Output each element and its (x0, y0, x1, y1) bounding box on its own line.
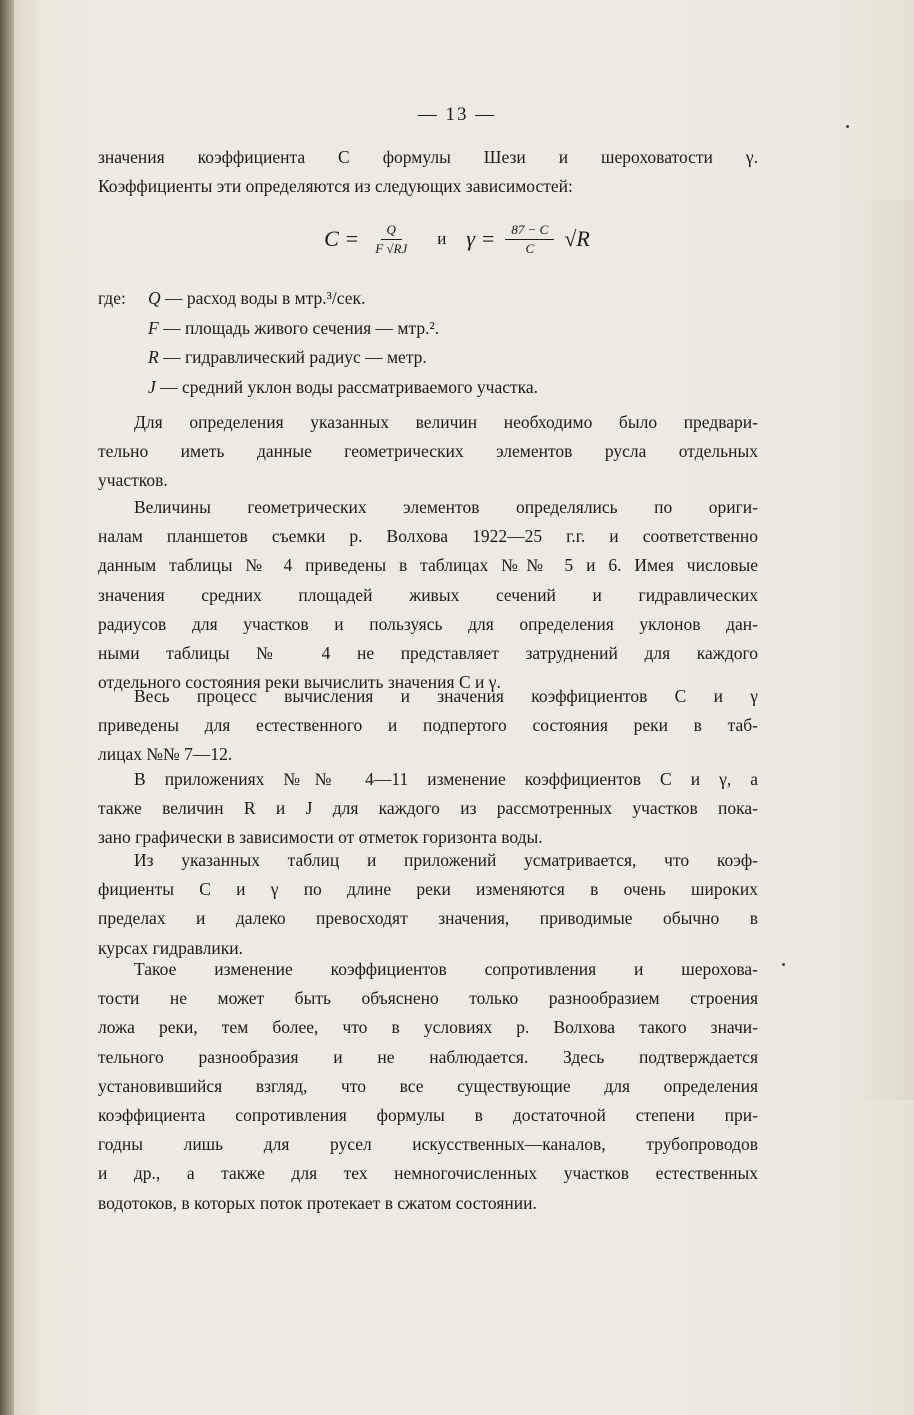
definitions-lead: где: (98, 288, 126, 308)
text-line: налам планшетов съемки р. Волхова 1922—25 г.г. и соответственно (98, 526, 758, 547)
text-line: Такое изменение коэффициентов сопротивления и шерохова- (134, 959, 758, 979)
paragraph-6 (98, 955, 758, 1218)
formula-gamma-tail: √R (564, 226, 590, 251)
text-line: участков. (98, 470, 168, 491)
definition-symbol: R (148, 347, 159, 367)
text-line: тельного разнообразия и не наблюдается. Здесь подтверждается (98, 1046, 758, 1067)
text-line: и др., а также для тех немногочисленных участков естественных (98, 1163, 758, 1184)
text-line: коэффициента сопротивления формулы в достаточной степени при- (98, 1104, 758, 1125)
text-line: ложа реки, тем более, что в условиях р. Волхова такого значи- (98, 1017, 758, 1038)
definition-row (98, 373, 758, 403)
intro-block (98, 143, 758, 201)
formula-gamma-fraction (505, 222, 554, 257)
text-line: установившийся взгляд, что все существующие для определения (98, 1075, 758, 1096)
text-line: Коэффициенты эти определяются из следующих зависимостей: (98, 176, 573, 197)
paragraph-5 (98, 846, 758, 963)
text-line: отдельного состояния реки вычислить значения C и γ. (98, 672, 501, 693)
text-line: годны лишь для русел искусственных—каналов, трубопроводов (98, 1134, 758, 1155)
symbol-definitions (98, 284, 758, 402)
formula-gamma-denominator: C (525, 240, 535, 256)
formula-conjunction: и (437, 229, 447, 248)
formula-c-numerator: Q (381, 222, 402, 240)
paragraph-4 (98, 765, 758, 853)
text-line: данным таблицы № 4 приведены в таблицах №№ 5 и 6. Имея числовые (98, 555, 758, 576)
text-line: приведены для естественного и подпертого состояния реки в таб- (98, 715, 758, 736)
text-line: тельно иметь данные геометрических элементов русла отдельных (98, 441, 758, 462)
formula-gamma-lhs: γ = (466, 226, 496, 251)
definition-text: — гидравлический радиус — метр. (158, 347, 427, 367)
formula-c-lhs: C = (324, 226, 360, 251)
text-line: лицах №№ 7—12. (98, 744, 233, 765)
definition-text: — средний уклон воды рассматриваемого участка. (155, 376, 539, 397)
text-line: тости не может быть объяснено только разнообразием строения (98, 988, 758, 1009)
text-line: зано графически в зависимости от отметок горизонта воды. (98, 827, 543, 848)
definition-symbol: Q (148, 288, 161, 308)
definition-text: — площадь живого сечения — мтр.². (158, 317, 440, 338)
book-binding-edge (0, 0, 14, 1415)
text-line: фициенты C и γ по длине реки изменяются в очень широких (98, 879, 758, 900)
formula (0, 214, 914, 264)
formula-c-denominator: F √RJ (375, 240, 408, 256)
text-line: пределах и далеко превосходят значения, приводимые обычно в (98, 908, 758, 929)
definition-row (98, 284, 758, 314)
text-line: также величин R и J для каждого из рассмотренных участков пока- (98, 798, 758, 819)
print-speck (846, 125, 849, 128)
print-speck (782, 963, 785, 966)
text-line: Величины геометрических элементов определялись по ориги- (134, 497, 758, 517)
formula-c-fraction (369, 222, 413, 257)
definition-row (98, 343, 758, 373)
definition-symbol: J (148, 376, 156, 397)
paragraph-1 (98, 408, 758, 496)
text-line: значения средних площадей живых сечений и гидравлических (98, 584, 758, 605)
text-line: значения коэффициента C формулы Шези и шероховатости γ. (98, 147, 758, 167)
definition-row (98, 314, 758, 344)
text-line: Для определения указанных величин необходимо было предвари- (134, 412, 758, 432)
paragraph-2 (98, 493, 758, 697)
text-line: ными таблицы № 4 не представляет затруднений для каждого (98, 642, 758, 663)
text-line: Весь процесс вычисления и значения коэффициентов C и γ (134, 686, 758, 706)
definition-symbol: F (148, 317, 159, 338)
text-line: Из указанных таблиц и приложений усматривается, что коэф- (134, 850, 758, 870)
text-line: курсах гидравлики. (98, 937, 243, 958)
show-through-shadow (854, 200, 914, 1100)
text-line: радиусов для участков и пользуясь для определения уклонов дан- (98, 613, 758, 634)
definition-text: — расход воды в мтр.³/сек. (160, 288, 366, 308)
formula-gamma-numerator: 87 − C (505, 222, 554, 240)
page-number: — 13 — (417, 104, 497, 125)
paragraph-3 (98, 682, 758, 770)
text-line: В приложениях №№ 4—11 изменение коэффициентов C и γ, а (134, 769, 758, 789)
text-line: водотоков, в которых поток протекает в сжатом состоянии. (98, 1192, 537, 1213)
